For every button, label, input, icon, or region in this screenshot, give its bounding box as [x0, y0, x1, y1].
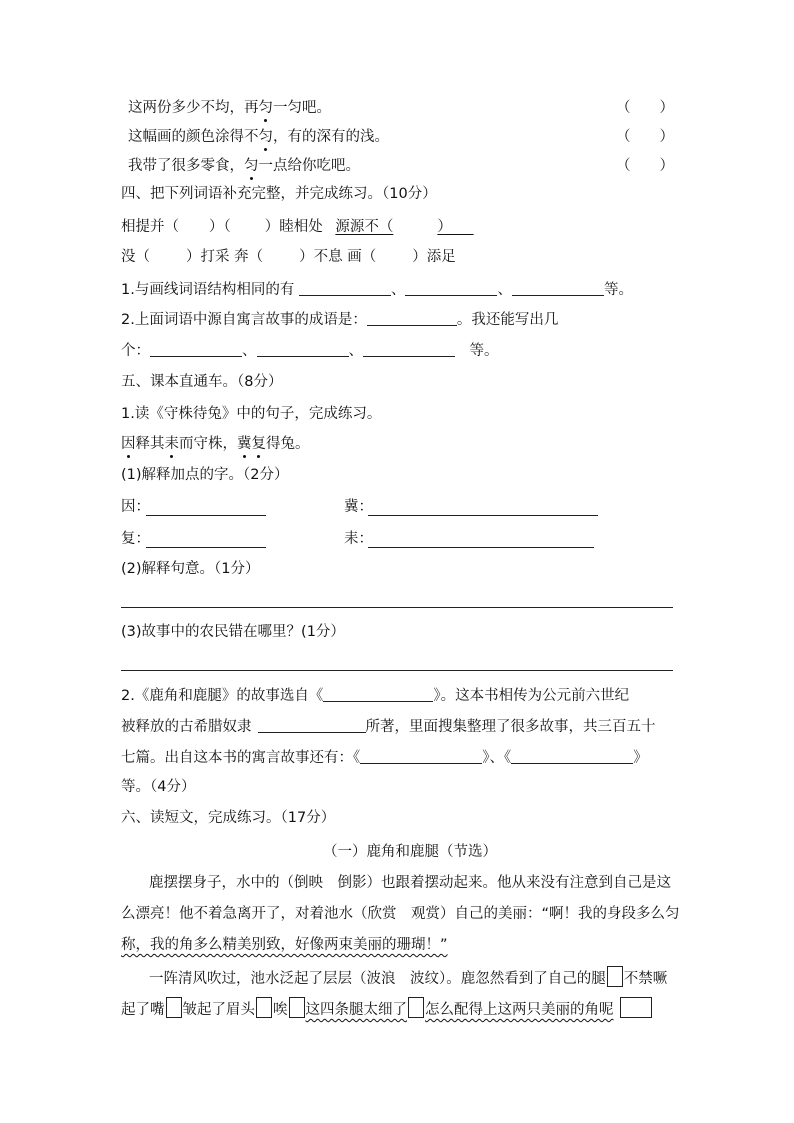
underlined-idiom: [335, 219, 473, 235]
answer-paren[interactable]: （ ）: [616, 158, 674, 174]
passage-text: 唉: [273, 1002, 288, 1018]
answer-line-meaning[interactable]: [121, 607, 673, 608]
passage-title: （一）鹿角和鹿腿（节选）: [323, 844, 497, 860]
answer-blank[interactable]: [363, 342, 455, 357]
question-text: 。我还能写出几: [456, 312, 559, 328]
dotted-char: 复: [251, 436, 266, 452]
dotted-char: 匀: [258, 100, 273, 116]
punctuation-box[interactable]: [166, 997, 182, 1018]
punctuation-box[interactable]: [289, 997, 305, 1018]
passage-line-1: 鹿摆摆身子，水中的（倒映 倒影）也跟着摆动起来。他从来没有注意到自己是这: [149, 875, 671, 891]
sentence-text: 一匀吧。: [273, 100, 331, 116]
punctuation-box[interactable]: [607, 966, 623, 987]
dotted-char: 匀: [244, 158, 259, 174]
sentence-text: 一点给你吃吧。: [258, 158, 360, 174]
answer-line-mistake[interactable]: [121, 670, 673, 671]
punctuation-box[interactable]: [256, 997, 272, 1018]
dotted-char: 匀: [258, 129, 273, 145]
sub-question-3: (3)故事中的农民错在哪里？(1分）: [121, 624, 345, 640]
dotted-char: 冀: [237, 436, 252, 452]
punctuation-box[interactable]: [620, 997, 652, 1018]
separator: 等。: [603, 282, 633, 298]
answer-line-lei[interactable]: [368, 547, 594, 548]
dotted-char: 耒: [164, 436, 179, 452]
question-5-2-line3: [121, 748, 648, 768]
answer-paren[interactable]: （ ）: [616, 100, 674, 116]
sentence-row-1: [128, 98, 331, 118]
answer-blank[interactable]: [360, 749, 482, 764]
passage-text: 这四条腿太细了: [305, 1002, 407, 1018]
answer-line-fu[interactable]: [146, 547, 266, 548]
classical-sentence: [121, 434, 310, 454]
sub-question-2: (2)解释句意。（1分）: [121, 561, 260, 577]
passage-text: 不禁噘: [623, 971, 668, 987]
answer-blank[interactable]: [405, 281, 497, 296]
answer-blank[interactable]: [511, 749, 633, 764]
question-text: 所著，里面搜集整理了很多故事，共三百五十: [365, 719, 656, 735]
passage-text: 怎么配得上这两只美丽的角呢: [425, 1002, 614, 1018]
question-text: 被释放的古希腊奴隶: [121, 719, 252, 735]
answer-blank[interactable]: [299, 281, 391, 296]
question-text: 》。这本书相传为公元前六世纪: [433, 688, 630, 704]
question-4-1: [121, 280, 633, 300]
passage-line-3: 称，我的角多么精美别致，好像两束美丽的珊瑚！”: [121, 937, 448, 953]
section-6-title: 六、读短文，完成练习。（17分）: [121, 810, 336, 826]
question-text: 1.与画线词语结构相同的有: [121, 282, 295, 298]
idiom-row-2: [121, 247, 456, 267]
passage-line-2: 么漂亮！他不着急离开了，对着池水（欣赏 观赏）自己的美丽：“啊！我的身段多么匀: [121, 906, 680, 922]
question-5-2-line1: [121, 686, 629, 706]
label-ji: 冀：: [344, 499, 373, 515]
answer-paren[interactable]: （ ）: [616, 129, 674, 145]
label-yin: 因：: [121, 499, 150, 515]
idiom-text: ）添足: [412, 249, 456, 265]
answer-blank[interactable]: [257, 342, 349, 357]
question-4-2-line1: [121, 310, 558, 330]
answer-blank[interactable]: [150, 342, 242, 357]
section-4-title: 四、把下列词语补充完整，并完成练习。（10分）: [121, 186, 437, 202]
idiom-text: ）睦相处: [264, 219, 323, 235]
answer-line-ji[interactable]: [368, 515, 598, 516]
question-text: 》、《: [482, 750, 512, 766]
label-lei: 耒：: [344, 531, 373, 547]
separator: 、: [348, 343, 363, 359]
passage-line-5: [121, 997, 653, 1020]
question-text: 2.《鹿角和鹿腿》的故事选自《: [121, 688, 324, 704]
sentence-row-3: [128, 156, 360, 176]
sentence-text: 这两份多少不均，再: [128, 100, 259, 116]
idiom-text: ）（: [209, 219, 231, 235]
sentence-text: 释其: [135, 436, 165, 452]
separator: 、: [242, 343, 257, 359]
question-text: 个：: [121, 343, 150, 359]
separator: 、: [390, 282, 406, 298]
sentence-text: 而守株，: [179, 436, 237, 452]
answer-blank[interactable]: [367, 311, 457, 326]
passage-line-4: [149, 966, 667, 989]
sentence-text: 我带了很多零食，: [128, 158, 244, 174]
idiom-text: ）打采: [186, 249, 230, 265]
idiom-text: ）: [437, 219, 445, 235]
sentence-text: 得兔。: [266, 436, 310, 452]
answer-blank[interactable]: [512, 281, 604, 296]
dotted-char: 因: [121, 436, 136, 452]
separator: 、: [497, 282, 512, 298]
idiom-row-1: [121, 217, 474, 237]
sentence-text: 这幅画的颜色涂得不: [128, 129, 259, 145]
idiom-text: 源源不（: [335, 219, 394, 235]
idiom-text: 相提并（: [121, 219, 179, 235]
idiom-text: 没（: [121, 249, 150, 265]
separator: 等。: [469, 343, 499, 359]
idiom-text: 画（: [347, 249, 377, 265]
question-5-1-intro: 1.读《守株待兔》中的句子，完成练习。: [121, 406, 382, 422]
answer-blank[interactable]: [323, 687, 433, 702]
passage-text: 起了嘴: [121, 1002, 165, 1018]
question-4-2-line2: [121, 341, 499, 361]
idiom-text: 奔（: [234, 249, 264, 265]
question-5-2-line4: 等。（4分）: [121, 779, 196, 795]
passage-text: 一阵清风吹过，池水泛起了层层（波浪 波纹）。鹿忽然看到了自己的腿: [149, 971, 606, 987]
question-text: 》: [633, 750, 648, 766]
answer-blank[interactable]: [258, 718, 366, 733]
question-5-2-line2: [121, 717, 656, 737]
sentence-row-2: [128, 127, 389, 147]
label-fu: 复：: [121, 531, 150, 547]
answer-line-yin[interactable]: [146, 515, 266, 516]
idiom-blank[interactable]: [393, 217, 437, 237]
sub-question-1: (1)解释加点的字。（2分）: [121, 467, 289, 483]
idiom-text: ）不息: [299, 249, 343, 265]
question-text: 2.上面词语中源自寓言故事的成语是：: [121, 312, 367, 328]
punctuation-box[interactable]: [408, 997, 424, 1018]
sentence-text: ，有的深有的浅。: [273, 129, 389, 145]
section-5-title: 五、课本直通车。（8分）: [121, 374, 283, 390]
question-text: 七篇。出自这本书的寓言故事还有：《: [121, 750, 361, 766]
passage-text: 皱起了眉头: [182, 1002, 255, 1018]
